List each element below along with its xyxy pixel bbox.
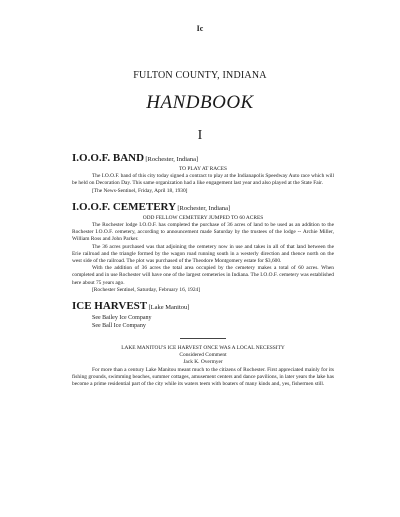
entry-paragraph: The 36 acres purchased was that adjoining the cemetery now in use and takes in all of that land between the Erie railroad and the triangle formed by the wagon road running south in a westerly direction and thence north on the west side of the railroad. The plot was purchased of the Theodore Montgomery estate for $3,600. [72, 243, 334, 265]
article-subtitle: Considered Comment [179, 352, 227, 359]
entry-paragraph: The Rochester lodge I.O.O.F. has completed the purchase of 36 acres of land to be used as an addition to the Rochester I.O.O.F. cemetery, according to announcement made Saturday by the trustees of the lodge -- Archie Miller, William Ross and John Parker. [72, 222, 334, 243]
entry-heading [72, 201, 334, 215]
county-heading: FULTON COUNTY, INDIANA [133, 70, 267, 81]
entry-subhead: ODD FELLOW CEMETERY JUMPED TO 60 ACRES [142, 214, 264, 221]
entry-paragraph: With the addition of 36 acres the total area occupied by the cemetery makes a total of 60 acres. When completed and in use Rochester will have one of the largest cemeteries in Indiana. The I.O.O.F. cemetery was established here about 75 years ago. [72, 265, 334, 286]
article [72, 345, 334, 388]
entry-location: [Lake Manitou] [148, 304, 190, 312]
section-letter: I [197, 128, 203, 143]
entry-paragraph: The I.O.O.F. band of this city today signed a contract to play at the Indianapolis Speedway Auto race which will be held on Decoration Day. This same organization had a like engagement last year and also played at the State Fair. [72, 173, 334, 187]
article-headline: LAKE MANITOU'S ICE HARVEST ONCE WAS A LOCAL NECESSITY [121, 345, 285, 352]
entry-title: I.O.O.F. CEMETERY [72, 200, 177, 213]
entry-citation: [The News-Sentinel, Friday, April 18, 1930] [92, 187, 188, 194]
entry-subhead: TO PLAY AT RACES [178, 166, 228, 172]
page-label: Ic [196, 24, 204, 33]
see-also-item: See Ball Ice Company [92, 323, 146, 330]
section-divider [180, 338, 226, 339]
entry-location: [Rochester, Indiana] [145, 156, 199, 163]
content-column [72, 152, 334, 388]
entry-location: [Rochester, Indiana] [177, 204, 231, 212]
article-paragraph: For more than a century Lake Manitou meant much to the citizens of Rochester. First appreciated mainly for its fishing grounds, swimming beaches, summer cottages, amusement centers and dance pavilions, in later years the lake has become a prime residential part of the city while its waters teem with boaters of many kinds and, yes, fishermen still. [72, 366, 334, 388]
entry-ice-harvest [72, 300, 334, 330]
entry-heading [72, 300, 334, 314]
entry-title: ICE HARVEST [72, 300, 148, 313]
entry-title: I.O.O.F. BAND [72, 152, 145, 164]
entry-citation: [Rochester Sentinel, Saturday, February 16, 1924] [92, 286, 201, 293]
article-byline: Jack K. Overmyer [183, 359, 223, 366]
entry-ioof-cemetery [72, 201, 334, 294]
entry-heading [72, 152, 334, 166]
entry-ioof-band [72, 152, 334, 195]
see-also-item: See Bailey Ice Company [92, 315, 152, 322]
handbook-title: HANDBOOK [146, 92, 254, 113]
